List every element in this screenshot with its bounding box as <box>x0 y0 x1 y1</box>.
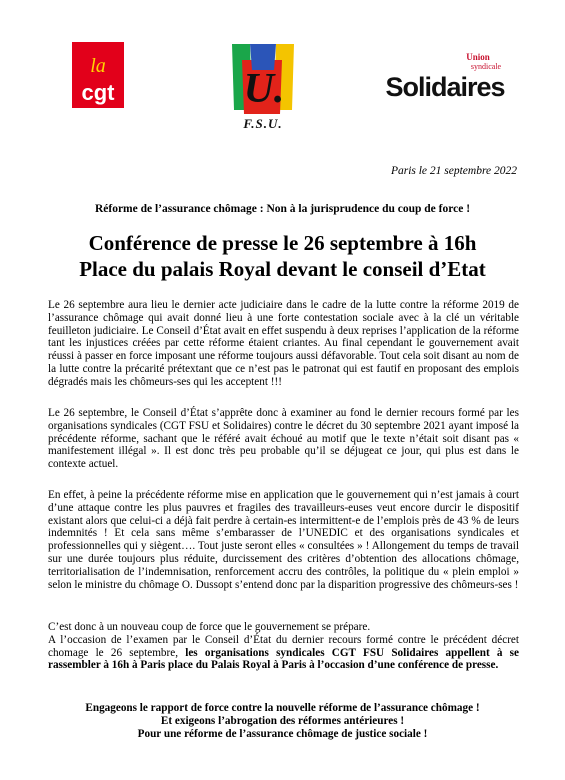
closing-line-1: Engageons le rapport de force contre la nouvelle réforme de l’assurance chômage ! <box>85 702 480 714</box>
paragraph-4-first-line: C’est donc à un nouveau coup de force que le gouvernement se prépare. <box>48 621 371 633</box>
document-date: Paris le 21 septembre 2022 <box>390 165 517 177</box>
cgt-logo-la: la <box>90 55 106 77</box>
document-headline <box>0 230 565 282</box>
fsu-logo-name: F.S.U. <box>243 116 283 131</box>
cgt-logo <box>72 42 124 108</box>
fsu-logo <box>228 40 298 132</box>
headline-line-2: Place du palais Royal devant le conseil d’Etat <box>79 257 486 281</box>
fsu-logo-mark: U. <box>243 66 285 112</box>
paragraph-4-intro: A l’occasion de l’examen par le Conseil d’État du dernier recours formé contre le précédent décret chomage le 26 septembre, <box>48 633 519 659</box>
solidaires-union-line1: Union <box>466 52 490 62</box>
closing-line-2: Et exigeons l’abrogation des réformes antérieures ! <box>160 715 405 727</box>
solidaires-union-line2: syndicale <box>470 62 502 71</box>
closing-line-3: Pour une réforme de l’assurance chômage de justice sociale ! <box>137 728 428 740</box>
closing-slogans <box>0 702 565 741</box>
paragraph-4 <box>48 621 519 672</box>
paragraph-3: En effet, à peine la précédente réforme mise en application que le gouvernement qui n’est jamais à court d’une attaque contre les plus pauvres et fragiles des travailleurs-euses veut encore durcir le dispositif existant alors que celui-ci a déjà fait perdre à certain-es intermittent-e de l’emplois près de 43 % de leurs indemnités ! Et cela sans même s’embarasser de l’UNEDIC et des organisations syndicales et professionnelles qui y siègent…. Tout juste seront elles « consultées » ! Allongement du temps de travail sur une durée toujours plus réduite, durcissement des critères d’obtention des allocations chômage, territorialisation de l’indemnisation, renforcement accru des contrôles, la politique du « plein emploi » selon le ministre du chômage O. Dussopt s’entend donc par la disparition progressive des chômeurs-ses ! <box>48 489 519 591</box>
solidaires-logo-name: Solidaires <box>385 72 505 102</box>
cgt-logo-cgt: cgt <box>81 80 115 105</box>
paragraph-4-call-to-action: les organisations syndicales CGT FSU Solidaires appellent à se rassembler à 16h à Paris place du Palais Royal à Paris à l’occasion d’une conférence de presse. <box>48 646 520 672</box>
document-subtitle: Réforme de l’assurance chômage : Non à la jurisprudence du coup de force ! <box>94 203 471 215</box>
solidaires-logo <box>370 48 520 106</box>
headline-line-1: Conférence de presse le 26 septembre à 16h <box>88 231 477 255</box>
paragraph-2: Le 26 septembre, le Conseil d’État s’apprête donc à examiner au fond le dernier recours formé par les organisations syndicales (CGT FSU et Solidaires) contre le décret du 30 septembre 2021 ayant imposé la précédente réforme, sachant que le référé avait échoué au motif que le texte n’était soit disant pas « manifestement illégal ». Il est donc très peu probable qu’il se déjugeat ce jour, qui plus est dans le contexte actuel. <box>48 407 519 471</box>
paragraph-1: Le 26 septembre aura lieu le dernier acte judiciaire dans le cadre de la lutte contre la réforme 2019 de l’assurance chômage qui avait donné lieu à une forte contestation sociale avec à la clé un véritable feuilleton judiciaire. Le Conseil d’État avait en effet suspendu à deux reprises l’application de la réforme tant les injustices créées par cette réforme étaient criantes. Au final cependant le gouvernement avait réussi à passer en force imposant une réforme toujours aussi défavorable. Tout cela soit disant au nom de la lutte contre la précarité prétextant que ce n’est pas le patronat qui est fautif en proposant des emplois dégradés mais les chômeurs-ses qui les acceptent !!! <box>48 299 519 388</box>
